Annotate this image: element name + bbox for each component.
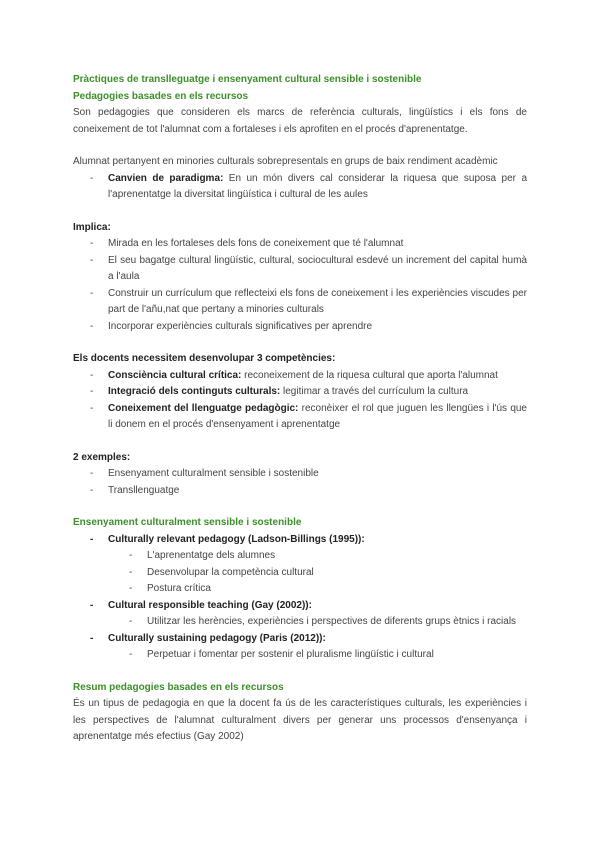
competency-term: Coneixement del llenguatge pedagògic: <box>108 402 299 414</box>
list-item-text: Construir un currículum que reflecteixi els fons de coneixement i les experiències viscudes per part de l'añu,nat que pertany a minories culturals <box>108 287 527 315</box>
bullet-dash: - <box>90 632 94 644</box>
pedagogy-group-title <box>73 598 527 615</box>
bullet-dash: - <box>129 566 133 578</box>
pedagogy-title-text: Culturally sustaining pedagogy (Paris (2012)): <box>108 632 326 644</box>
list-item <box>73 236 527 253</box>
list-item-text: Desenvolupar la competència cultural <box>147 566 314 578</box>
pedagogy-group-title <box>73 631 527 648</box>
resum-paragraph: És un tipus de pedagogia en que la docent fa ús de les característiques culturals, les experiències i les perspectives de l'alumnat culturalment divers per generar uns processos d'ensenyança i aprenentatge més efectius (Gay 2002) <box>73 698 527 742</box>
competency-term: Integració dels continguts culturals: <box>108 386 281 397</box>
pedagogy-title-text: Culturally relevant pedagogy (Ladson-Billings (1995)): <box>108 533 365 545</box>
bullet-dash: - <box>90 287 94 299</box>
bullet-dash: - <box>129 583 133 594</box>
ensenyament-list <box>73 532 527 664</box>
main-title: Pràctiques de translleguatge i ensenyament cultural sensible i sostenible <box>73 74 422 85</box>
competency-item <box>73 401 527 434</box>
examples-list <box>73 466 527 499</box>
competencies-heading: Els docents necessitem desenvolupar 3 competències: <box>73 353 336 364</box>
bullet-dash: - <box>90 254 94 266</box>
bullet-dash: - <box>90 386 94 397</box>
bullet-dash: - <box>90 369 94 381</box>
competency-text: reconeixement de la riquesa cultural que aporta l'alumnat <box>241 369 498 381</box>
minorities-paragraph: Alumnat pertanyent en minories culturals sobrepresentals en grups de baix rendiment acadèmic <box>73 156 498 167</box>
list-item <box>73 548 527 565</box>
list-item-text: L'aprenentatge dels alumnes <box>147 550 276 561</box>
list-item-text: Mirada en les fortaleses dels fons de coneixement que té l'alumnat <box>108 238 404 249</box>
list-item <box>73 565 527 582</box>
implica-list <box>73 236 527 335</box>
bullet-dash: - <box>90 238 94 249</box>
list-item <box>73 319 527 336</box>
list-item-text: Ensenyament culturalment sensible i sostenible <box>108 468 319 479</box>
paradigm-term: Canvien de paradigma: <box>108 172 224 184</box>
pedagogy-title-text: Cultural responsible teaching (Gay (2002)): <box>108 599 312 611</box>
list-item <box>73 581 527 598</box>
bullet-dash: - <box>90 172 94 184</box>
list-item <box>73 483 527 500</box>
bullet-dash: - <box>129 550 133 561</box>
bullet-dash: - <box>90 599 94 611</box>
resum-heading: Resum pedagogies basades en els recursos <box>73 681 284 693</box>
list-item <box>73 253 527 286</box>
bullet-dash: - <box>90 533 94 545</box>
list-item-text: Postura crítica <box>147 583 211 594</box>
paradigm-list <box>73 171 527 204</box>
pedagogy-group-title <box>73 532 527 549</box>
implica-heading: Implica: <box>73 221 111 233</box>
bullet-dash: - <box>129 616 133 627</box>
ensenyament-heading: Ensenyament culturalment sensible i sostenible <box>73 517 302 528</box>
list-item-text: Utilitzar les herències, experiències i perspectives de diferents grups ètnics i racials <box>147 616 517 627</box>
bullet-dash: - <box>129 649 133 660</box>
list-item <box>73 647 527 664</box>
competency-text: legitimar a través del currículum la cultura <box>280 386 469 397</box>
bullet-dash: - <box>90 402 94 414</box>
bullet-dash: - <box>90 484 94 496</box>
competency-item <box>73 384 527 401</box>
intro-paragraph: Son pedagogies que consideren els marcs de referència culturals, lingüístics i els fons de coneixement de tot l'alumnat com a fortaleses i els aprofiten en el procés d'aprenentatge. <box>73 107 527 135</box>
competency-item <box>73 368 527 385</box>
competencies-list <box>73 368 527 434</box>
examples-heading: 2 exemples: <box>73 451 131 463</box>
list-item-text: Incorporar experiències culturals significatives per aprendre <box>108 320 373 332</box>
list-item-text: El seu bagatge cultural lingüístic, cultural, sociocultural esdevé un increment del capital humà a l'aula <box>108 254 527 282</box>
paradigm-item <box>73 171 527 204</box>
list-item <box>73 614 527 631</box>
paradigm-text: En un món divers cal considerar la riquesa que suposa per a l'aprenentatge la diversitat lingüística i cultural de les aules <box>108 172 527 200</box>
list-item <box>73 286 527 319</box>
list-item-text: Transllenguatge <box>108 484 180 496</box>
bullet-dash: - <box>90 468 94 479</box>
bullet-dash: - <box>90 320 94 332</box>
list-item <box>73 466 527 483</box>
competency-text: reconèixer el rol que juguen les llengües i l'ús que li donem en el procés d'ensenyament i aprenentatge <box>108 402 527 430</box>
competency-term: Consciència cultural crítica: <box>108 369 242 381</box>
document-body <box>73 72 527 746</box>
list-item-text: Perpetuar i fomentar per sostenir el pluralisme lingüístic i cultural <box>147 649 434 660</box>
section-title-pedagogies: Pedagogies basades en els recursos <box>73 90 249 102</box>
